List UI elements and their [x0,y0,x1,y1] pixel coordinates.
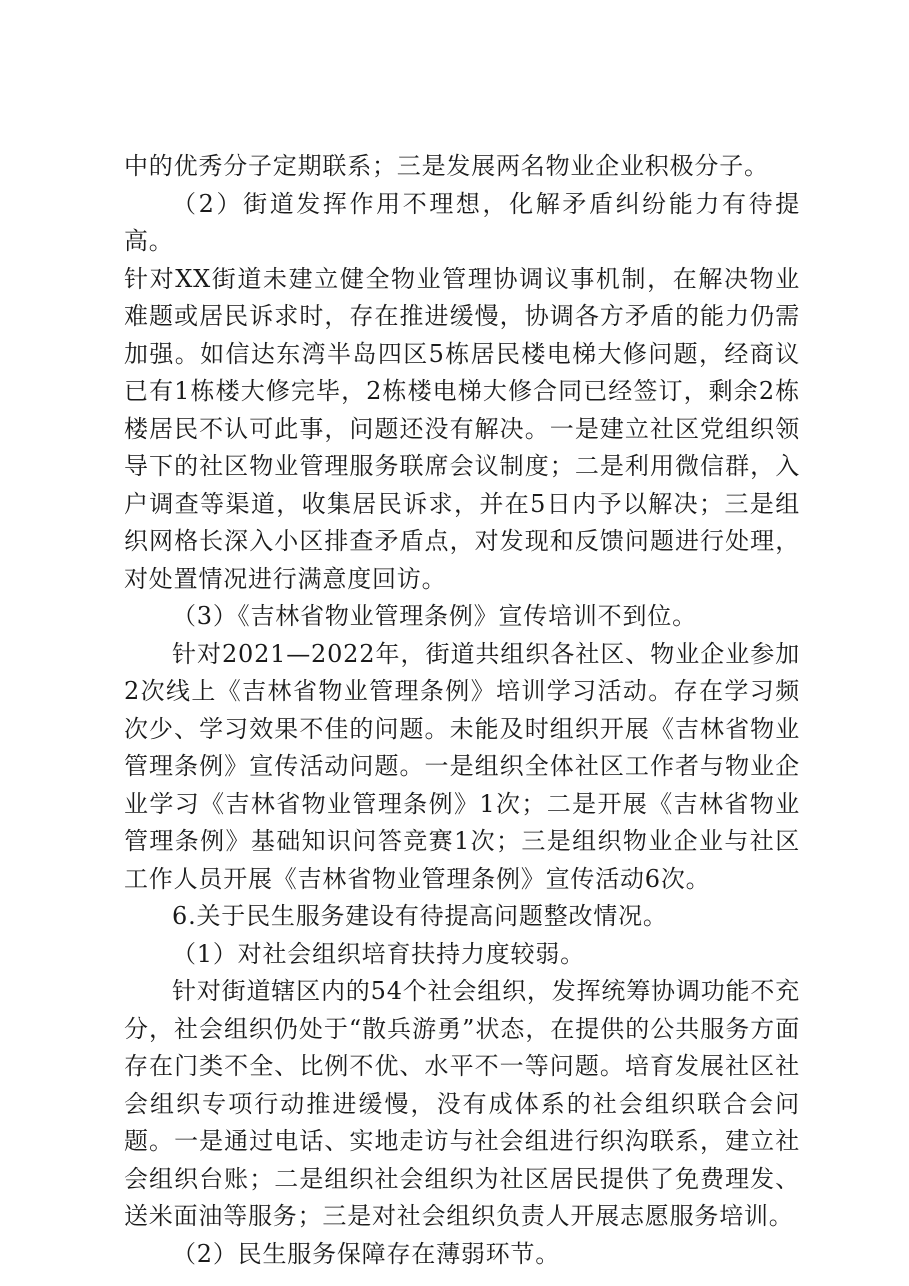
paragraph-continued: 中的优秀分子定期联系；三是发展两名物业企业积极分子。 [124,152,769,180]
section-heading-livelihood: 6.关于民生服务建设有待提高问题整改情况。 [172,902,668,930]
subheading-street-role: （2）街道发挥作用不理想，化解矛盾纠纷能力有待提高。 [124,189,800,255]
subheading-livelihood-weakness: （2）民生服务保障存在薄弱环节。 [172,1239,561,1268]
subheading-regulation-training: （3）《吉林省物业管理条例》宣传培训不到位。 [172,602,697,630]
subheading-social-organizations: （1）对社会组织培育扶持力度较弱。 [172,939,585,968]
paragraph-regulation-training-detail: 针对2021—2022年，街道共组织各社区、物业企业参加2次线上《吉林省物业管理条例》培训学习活动。存在学习频次少、学习效果不佳的问题。未能及时组织开展《吉林省物业管理条例》宣传活动问题。一是组织全体社区工作者与物业企业学习《吉林省物业管理条例》1次；二是开展《吉林省物业管理条例》基础知识问答竞赛1次；三是组织物业企业与社区工作人员开展《吉林省物业管理条例》宣传活动6次。 [124,639,800,893]
document-body [124,148,800,1273]
paragraph-street-role-detail: 针对XX街道未建立健全物业管理协调议事机制，在解决物业难题或居民诉求时，存在推进缓慢，协调各方矛盾的能力仍需加强。如信达东湾半岛四区5栋居民楼电梯大修问题，经商议已有1栋楼大修完毕，2栋楼电梯大修合同已经签订，剩余2栋楼居民不认可此事，问题还没有解决。一是建立社区党组织领导下的社区物业管理服务联席会议制度；二是利用微信群，入户调查等渠道，收集居民诉求，并在5日内予以解决；三是组织网格长深入小区排查矛盾点，对发现和反馈问题进行处理，对处置情况进行满意度回访。 [124,264,800,593]
paragraph-social-organizations-detail: 针对街道辖区内的54个社会组织，发挥统筹协调功能不充分，社会组织仍处于“散兵游勇”状态，在提供的公共服务方面存在门类不全、比例不优、水平不一等问题。培育发展社区社会组织专项行动推进缓慢，没有成体系的社会组织联合会问题。一是通过电话、实地走访与社会组进行织沟联系，建立社会组织台账；二是组织社会组织为社区居民提供了免费理发、送米面油等服务；三是对社会组织负责人开展志愿服务培训。 [124,977,800,1230]
